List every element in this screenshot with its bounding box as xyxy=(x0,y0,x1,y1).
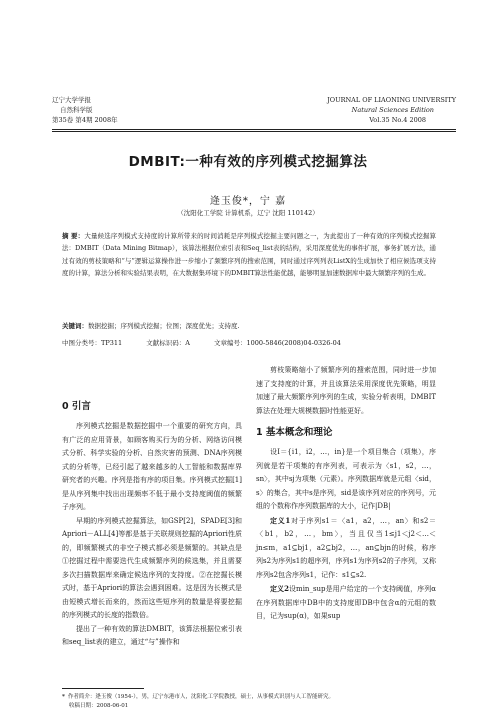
definition-1-text: 对于序列s1＝〈a1，a2，…，an〉和s2＝〈b1，b2，…，bm〉，当且仅当1≤j1＜j2＜…＜jn≤m，a1⊆bj1，a2⊆bj2，…，an⊆bjn的时候，称序列s2为序列s1的超序列，序列s1为序列s2的子序列，又称序列s2包含序列s1，记作：s1⊆s2. xyxy=(256,516,436,579)
right-column xyxy=(256,364,436,624)
footnote-rule xyxy=(62,688,144,689)
definition-2-text: 设min_sup是用户给定的一个支持阈值，序列α在序列数据库中DB中的支持度即DB中包含α的元组的数目，记为sup(α)，如果sup xyxy=(256,585,436,620)
section-title-introduction: 0 引言 xyxy=(62,401,91,412)
footnote xyxy=(62,693,442,711)
clc-number: 中图分类号：TP311 xyxy=(62,339,123,347)
journal-header-right xyxy=(327,95,456,125)
definition-2 xyxy=(256,582,436,624)
journal-edition-cn: 自然科学版 xyxy=(60,106,93,114)
paper-affiliation: （沈阳化工学院 计算机系，辽宁 沈阳 110142） xyxy=(177,209,319,217)
definition-2-label: 定义2 xyxy=(270,584,289,593)
left-column xyxy=(62,420,242,650)
journal-name-cn: 辽宁大学学报 xyxy=(52,96,91,104)
keywords-text: 数据挖掘；序列模式挖掘；位图；深度优先；支持度. xyxy=(88,322,240,330)
journal-header-left xyxy=(52,95,118,125)
abstract-text: 大量候选序列模式支持度的计算所带来的时间消耗是序列模式挖掘主要问题之一，为此提出了一种有效的序列模式挖掘算法：DMBIT（Data Mining Bitmap），该算法根据位索引表和Seq_list表的结构，采用深度优先的事件扩展，事务扩展方法，通过有效的剪枝策略和“与”逻辑运算操作进一步缩小了频繁序列的搜索范围，同时通过序列列表ListX的生成加快了相应候选项支持度的计算，算法分析和实验结果表明，在大数据集环境下的DMBIT算法性能优越，能够明显加速数据库中最大频繁序列的生成。 xyxy=(62,232,437,278)
abstract-label: 摘 要： xyxy=(62,232,85,240)
paper-authors: 逄玉俊*，宁 嘉 xyxy=(209,196,287,207)
intro-paragraph-2: 早期的序列模式挖掘算法，如GSP[2]，SPADE[3]和Apriori－ALL[4]等都是基于关联规则挖掘的Apriori性质的，即频繁模式的非空子模式都必须是频繁的。其缺点是①挖掘过程中需要迭代生成频繁序列的候选集，并且需要多次扫描数据库来确定候选序列的支持度。②在挖掘长模式时，基于Apriori的算法会遇到困难。这是因为长模式是由短模式增长而来的，然而这些短序列的数量是将要挖掘的序列模式的长度的指数倍。 xyxy=(62,516,242,619)
footnote-author xyxy=(62,693,442,702)
classification-line xyxy=(62,338,363,347)
intro-paragraph-3: 提出了一种有效的算法DMBIT，该算法根据位索引表和seq_list表的建立，通过“与”操作和 xyxy=(62,624,242,646)
definition-1 xyxy=(256,514,436,583)
journal-volume-en: Vol.35 No.4 2008 xyxy=(369,116,426,124)
definition-1-label: 定义1 xyxy=(270,515,291,525)
paper-title: DMBIT:一种有效的序列模式挖掘算法 xyxy=(128,154,368,170)
journal-name-en: JOURNAL OF LIAONING UNIVERSITY xyxy=(327,96,456,104)
footnote-star: * xyxy=(62,694,65,700)
article-number: 文章编号：1000-5846(2008)04-0326-04 xyxy=(213,339,341,347)
section-title-basic-concepts: 1 基本概念和理论 xyxy=(256,427,333,438)
concepts-paragraph-1: 设I＝{i1，i2，…，in}是一个项目集合（项集），序列就是若干项集的有序列表，可表示为〈s1，s2，…，sn〉，其中sj为项集（元素）。序列数据库就是元组〈sid，s〉的集合，其中s是序列，sid是该序列对应的序列号，元组的个数称作序列数据库的大小，记作|DB| xyxy=(256,448,436,510)
footnote-author-text: 作者简介：逄玉俊（1954-），男，辽宁东港市人，沈阳化工学院教授，硕士，从事模式识别与人工智能研究。 xyxy=(67,694,334,700)
abstract xyxy=(62,230,436,280)
intro-paragraph-1: 序列模式挖掘是数据挖掘中一个重要的研究方向，具有广泛的应用背景，如顾客购买行为的分析、网络访问模式分析、科学实验的分析、自然灾害的预测、DNA序列模式的分析等，已经引起了越来越多的人工智能和数据库界研究者的兴趣。序列是指有序的项目集。序列模式挖掘[1]是从序列集中找出出现频率不低于最小支持度阈值的频繁子序列。 xyxy=(62,422,242,511)
journal-edition-en: Natural Sciences Edition xyxy=(351,106,434,114)
header-rule-top xyxy=(52,129,456,130)
keywords xyxy=(62,321,436,330)
journal-volume-cn: 第35卷 第4期 2008年 xyxy=(52,116,118,124)
intro-paragraph-4: 剪枝策略缩小了频繁序列的搜索范围，同时进一步加速了支持度的计算，并且该算法采用深度优先策略，明显加速了最大频繁序列序列的生成，实验分析表明，DMBIT算法在处理大规模数据时性能更好。 xyxy=(256,366,436,415)
footnote-received: 收稿日期：2008-06-01 xyxy=(69,703,129,709)
document-code: 文献标识码：A xyxy=(146,339,190,347)
keywords-label: 关键词： xyxy=(62,322,88,330)
header-rule-bottom xyxy=(52,131,456,132)
